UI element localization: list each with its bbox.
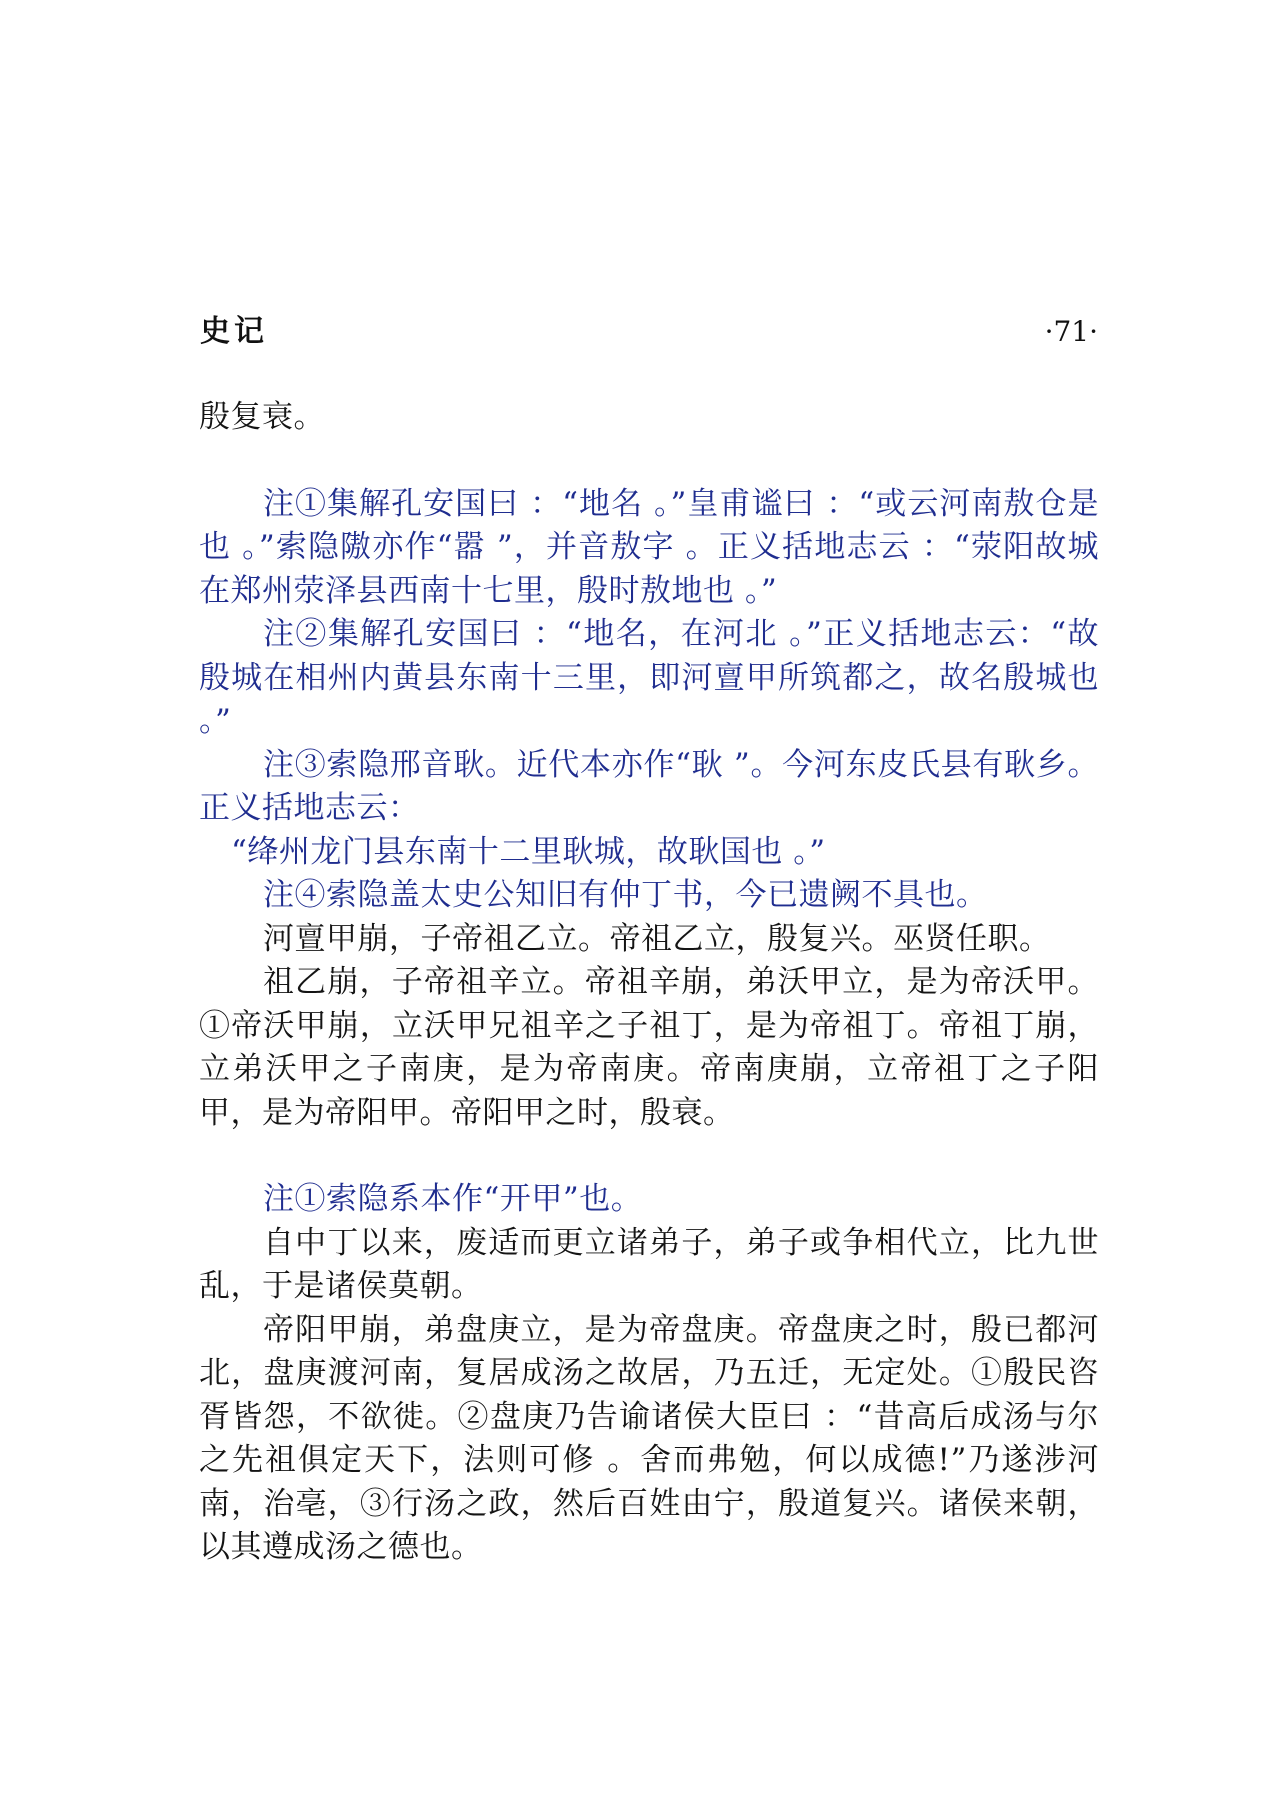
annotation-paragraph: “绛州龙门县东南十二里耿城，故耿国也 。”: [231, 833, 826, 870]
running-header: [200, 310, 1098, 354]
body-paragraph: 祖乙崩，子帝祖辛立。帝祖辛崩，弟沃甲立，是为帝沃甲。①帝沃甲崩，立沃甲兄祖辛之子祖丁，是为帝祖丁。帝祖丁崩，立弟沃甲之子南庚，是为帝南庚。帝南庚崩，立帝祖丁之子阳甲，是为帝阳甲。帝阳甲之时，殷衰。: [199, 964, 1099, 1131]
annotation-paragraph: 注①索隐系本作“开甲”也。: [263, 1181, 643, 1217]
annotation-paragraph: 注③索隐邢音耿。近代本亦作“耿 ”。今河东皮氏县有耿乡。正义括地志云：: [199, 746, 1099, 826]
annotation-paragraph: 注①集解孔安国曰 ：“地名 。”皇甫谧曰 ：“或云河南敖仓是也 。”索隐隞亦作“嚣 ”，并音敖字 。正义括地志云 ：“荥阳故城在郑州荥泽县西南十七里，殷时敖地也 。”: [199, 485, 1099, 609]
body-paragraph: 帝阳甲崩，弟盘庚立，是为帝盘庚。帝盘庚之时，殷已都河北，盘庚渡河南，复居成汤之故居，乃五迁，无定处。①殷民咨胥皆怨，不欲徙。②盘庚乃告谕诸侯大臣曰 ：“昔高后成汤与尔之先祖俱定天下，法则可修 。舍而弗勉，何以成德!”乃遂涉河南，治亳，③行汤之政，然后百姓由宁，殷道复兴。诸侯来朝，以其遵成汤之德也。: [199, 1311, 1099, 1565]
annotation-paragraph: 注②集解孔安国曰 ：“地名，在河北 。”正义括地志云：“故殷城在相州内黄县东南十三里，即河亶甲所筑都之，故名殷城也 。”: [199, 616, 1099, 739]
text-body: [199, 396, 1099, 1570]
body-paragraph: 河亶甲崩，子帝祖乙立。帝祖乙立，殷复兴。巫贤任职。: [263, 920, 1051, 957]
book-title: 史记: [200, 314, 268, 349]
annotation-paragraph: 注④索隐盖太史公知旧有仲丁书，今已遗阙不具也。: [263, 877, 988, 913]
body-paragraph: 自中丁以来，废适而更立诸弟子，弟子或争相代立，比九世乱，于是诸侯莫朝。: [199, 1224, 1099, 1304]
body-paragraph: 殷复衰。: [199, 399, 325, 435]
page-number: ·71·: [1044, 315, 1098, 348]
